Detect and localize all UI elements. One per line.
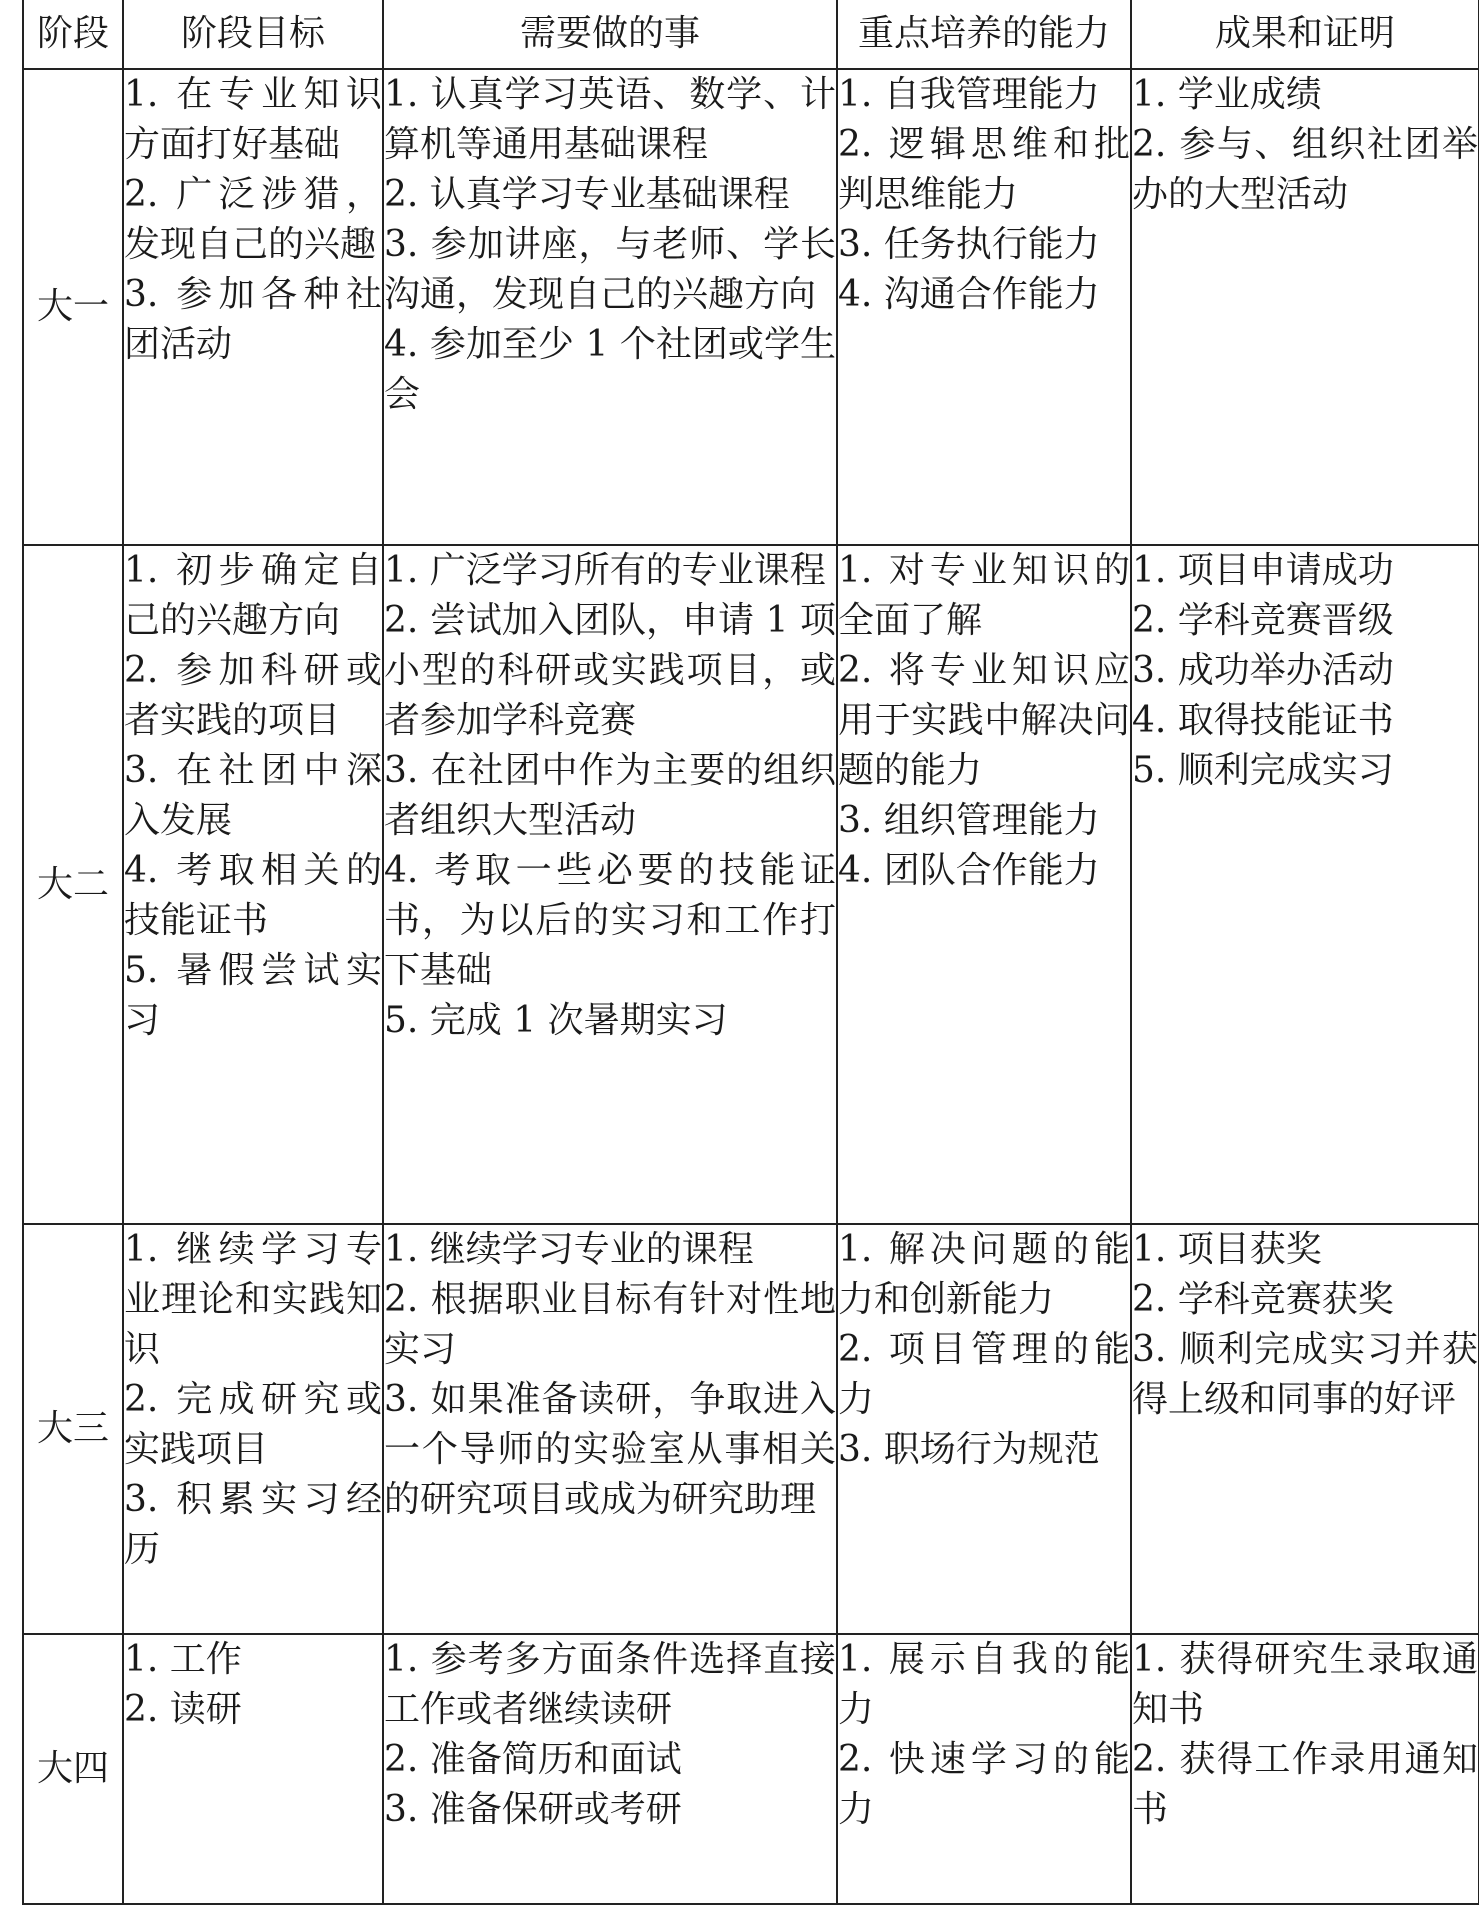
outcome-item: 1. 获得研究生录取通知书	[1132, 1639, 1478, 1730]
goal-item: 1. 初步确定自己的兴趣方向	[124, 550, 382, 641]
outcome-item: 1. 项目获奖	[1132, 1229, 1322, 1270]
outcome-item: 2. 学科竞赛晋级	[1132, 600, 1394, 641]
task-item: 3. 准备保研或考研	[384, 1789, 682, 1830]
goals-cell	[123, 69, 383, 545]
stage-cell: 大一	[23, 69, 123, 545]
header-outcomes: 成果和证明	[1131, 0, 1479, 69]
goal-item: 1. 工作	[124, 1639, 242, 1680]
task-item: 2. 尝试加入团队，申请 1 项小型的科研或实践项目，或者参加学科竞赛	[384, 600, 836, 741]
task-item: 1. 继续学习专业的课程	[384, 1229, 754, 1270]
outcomes-cell	[1131, 1224, 1479, 1634]
goals-cell	[123, 545, 383, 1224]
table-row	[23, 1634, 1479, 1904]
stage-cell: 大二	[23, 545, 123, 1224]
tasks-cell	[383, 69, 837, 545]
tasks-cell	[383, 1634, 837, 1904]
ability-item: 1. 解决问题的能力和创新能力	[838, 1229, 1130, 1320]
header-goals: 阶段目标	[123, 0, 383, 69]
task-item: 4. 考取一些必要的技能证书，为以后的实习和工作打下基础	[384, 850, 836, 991]
outcome-item: 3. 成功举办活动	[1132, 650, 1394, 691]
ability-item: 1. 展示自我的能力	[838, 1639, 1130, 1730]
stage-cell: 大四	[23, 1634, 123, 1904]
abilities-cell	[837, 1634, 1131, 1904]
abilities-cell	[837, 1224, 1131, 1634]
task-item: 1. 广泛学习所有的专业课程	[384, 550, 826, 591]
outcome-item: 3. 顺利完成实习并获得上级和同事的好评	[1132, 1329, 1478, 1420]
outcome-item: 5. 顺利完成实习	[1132, 750, 1394, 791]
goals-cell	[123, 1224, 383, 1634]
ability-item: 1. 对专业知识的全面了解	[838, 550, 1130, 641]
ability-item: 3. 职场行为规范	[838, 1429, 1100, 1470]
task-item: 2. 认真学习专业基础课程	[384, 174, 790, 215]
ability-item: 3. 组织管理能力	[838, 800, 1100, 841]
outcomes-cell	[1131, 69, 1479, 545]
task-item: 3. 在社团中作为主要的组织者组织大型活动	[384, 750, 836, 841]
ability-item: 4. 沟通合作能力	[838, 274, 1100, 315]
table-row	[23, 545, 1479, 1224]
outcomes-cell	[1131, 545, 1479, 1224]
goal-item: 5. 暑假尝试实习	[124, 950, 382, 1041]
task-item: 4. 参加至少 1 个社团或学生会	[384, 324, 836, 415]
goal-item: 3. 在社团中深入发展	[124, 750, 382, 841]
outcome-item: 2. 学科竞赛获奖	[1132, 1279, 1394, 1320]
goal-item: 4. 考取相关的技能证书	[124, 850, 382, 941]
outcome-item: 1. 学业成绩	[1132, 74, 1322, 115]
header-tasks: 需要做的事	[383, 0, 837, 69]
task-item: 1. 认真学习英语、数学、计算机等通用基础课程	[384, 74, 836, 165]
goal-item: 2. 广泛涉猎，发现自己的兴趣	[124, 174, 382, 265]
task-item: 3. 参加讲座，与老师、学长沟通，发现自己的兴趣方向	[384, 224, 836, 315]
goal-item: 3. 参加各种社团活动	[124, 274, 382, 365]
goals-cell	[123, 1634, 383, 1904]
task-item: 1. 参考多方面条件选择直接工作或者继续读研	[384, 1639, 836, 1730]
table-row	[23, 69, 1479, 545]
ability-item: 2. 逻辑思维和批判思维能力	[838, 124, 1130, 215]
task-item: 5. 完成 1 次暑期实习	[384, 1000, 728, 1041]
header-row	[23, 0, 1479, 69]
outcome-item: 4. 取得技能证书	[1132, 700, 1394, 741]
header-abilities: 重点培养的能力	[837, 0, 1131, 69]
goal-item: 2. 读研	[124, 1689, 242, 1730]
table-row	[23, 1224, 1479, 1634]
goal-item: 3. 积累实习经历	[124, 1479, 382, 1570]
outcome-item: 2. 参与、组织社团举办的大型活动	[1132, 124, 1478, 215]
ability-item: 1. 自我管理能力	[838, 74, 1100, 115]
task-item: 3. 如果准备读研，争取进入一个导师的实验室从事相关的研究项目或成为研究助理	[384, 1379, 836, 1520]
goal-item: 1. 继续学习专业理论和实践知识	[124, 1229, 382, 1370]
goal-item: 2. 参加科研或者实践的项目	[124, 650, 382, 741]
goal-item: 2. 完成研究或实践项目	[124, 1379, 382, 1470]
abilities-cell	[837, 69, 1131, 545]
career-plan-table	[22, 0, 1479, 1905]
abilities-cell	[837, 545, 1131, 1224]
header-stage: 阶段	[23, 0, 123, 69]
task-item: 2. 准备简历和面试	[384, 1739, 682, 1780]
tasks-cell	[383, 1224, 837, 1634]
outcomes-cell	[1131, 1634, 1479, 1904]
ability-item: 3. 任务执行能力	[838, 224, 1100, 265]
outcome-item: 1. 项目申请成功	[1132, 550, 1394, 591]
ability-item: 2. 将专业知识应用于实践中解决问题的能力	[838, 650, 1130, 791]
tasks-cell	[383, 545, 837, 1224]
ability-item: 2. 快速学习的能力	[838, 1739, 1130, 1830]
goal-item: 1. 在专业知识方面打好基础	[124, 74, 382, 165]
outcome-item: 2. 获得工作录用通知书	[1132, 1739, 1478, 1830]
task-item: 2. 根据职业目标有针对性地实习	[384, 1279, 836, 1370]
ability-item: 4. 团队合作能力	[838, 850, 1100, 891]
ability-item: 2. 项目管理的能力	[838, 1329, 1130, 1420]
stage-cell: 大三	[23, 1224, 123, 1634]
